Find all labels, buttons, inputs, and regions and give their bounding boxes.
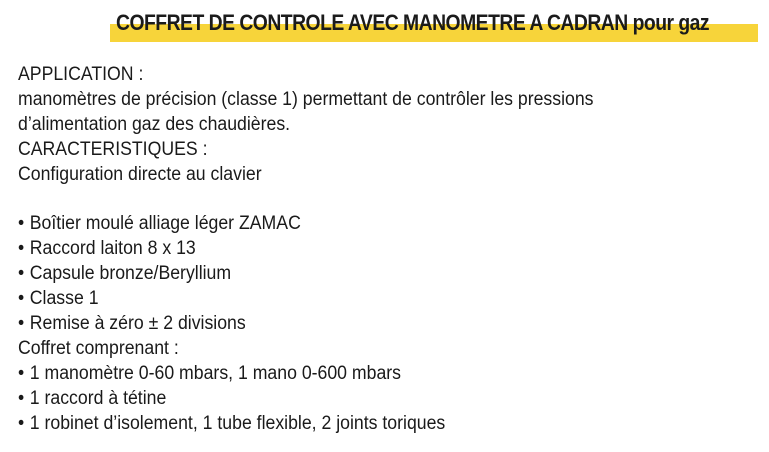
characteristic-item: • Classe 1 [18, 286, 706, 311]
kit-item: • 1 manomètre 0-60 mbars, 1 mano 0-600 mbars [18, 361, 706, 386]
application-line-1: manomètres de précision (classe 1) permettant de contrôler les pressions [18, 89, 594, 110]
kit-item: • 1 raccord à tétine [18, 386, 706, 411]
title-block [110, 8, 760, 42]
characteristic-item: • Boîtier moulé alliage léger ZAMAC [18, 211, 706, 236]
document-title [116, 8, 709, 38]
characteristic-item: • Remise à zéro ± 2 divisions [18, 311, 706, 336]
title-suffix: pour gaz [632, 10, 710, 35]
characteristics-heading: CARACTERISTIQUES : [18, 139, 208, 160]
spacer [18, 187, 758, 211]
document-body [18, 62, 758, 436]
characteristic-item: • Raccord laiton 8 x 13 [18, 236, 706, 261]
application-heading: APPLICATION : [18, 64, 144, 85]
title-main: COFFRET DE CONTROLE AVEC MANOMETRE A CADRAN [116, 10, 628, 35]
characteristics-intro: Configuration directe au clavier [18, 164, 262, 185]
kit-item: • 1 robinet d’isolement, 1 tube flexible, 2 joints toriques [18, 411, 706, 436]
application-line-2: d’alimentation gaz des chaudières. [18, 114, 291, 135]
characteristic-item: • Capsule bronze/Beryllium [18, 261, 706, 286]
kit-heading: Coffret comprenant : [18, 338, 179, 359]
